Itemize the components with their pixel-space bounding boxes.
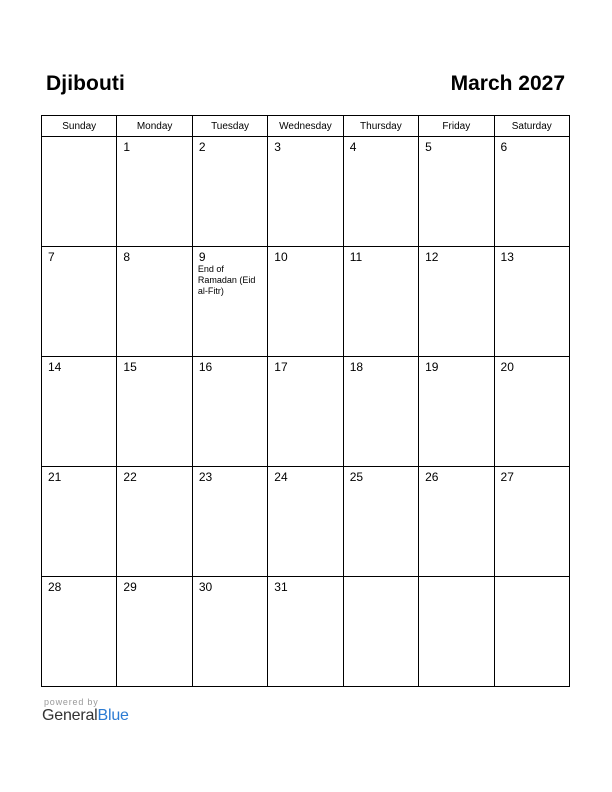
brand-name-general: General xyxy=(42,707,98,724)
week-row xyxy=(42,467,570,577)
month-year-title: March 2027 xyxy=(450,72,565,95)
day-cell xyxy=(117,137,192,247)
weekday-header: Saturday xyxy=(494,116,569,137)
day-cell xyxy=(42,577,117,687)
day-cell xyxy=(494,247,569,357)
day-number: 7 xyxy=(48,250,55,264)
day-cell xyxy=(42,247,117,357)
day-number: 15 xyxy=(123,360,137,374)
day-cell xyxy=(268,577,343,687)
day-number xyxy=(419,577,493,580)
weekday-header-row xyxy=(42,116,570,137)
day-number: 24 xyxy=(274,470,288,484)
day-number: 19 xyxy=(425,360,439,374)
week-row xyxy=(42,137,570,247)
day-number: 23 xyxy=(198,470,213,484)
holiday-event: End of Ramadan (Eid al-Fitr) xyxy=(197,264,256,296)
day-cell xyxy=(494,467,569,577)
weekday-header: Wednesday xyxy=(268,116,343,137)
day-number: 17 xyxy=(274,360,288,374)
weekday-header: Tuesday xyxy=(192,116,267,137)
day-cell xyxy=(419,467,494,577)
day-cell xyxy=(117,247,192,357)
day-cell xyxy=(343,137,418,247)
day-number: 29 xyxy=(123,580,137,594)
day-cell xyxy=(192,137,267,247)
day-number: 31 xyxy=(274,580,288,594)
day-number: 27 xyxy=(500,470,514,484)
day-number: 25 xyxy=(349,470,364,484)
week-row xyxy=(42,357,570,467)
day-cell xyxy=(343,247,418,357)
day-cell xyxy=(117,467,192,577)
day-number: 2 xyxy=(198,140,206,154)
day-number xyxy=(42,137,116,140)
week-row xyxy=(42,577,570,687)
day-cell xyxy=(268,357,343,467)
day-cell xyxy=(42,467,117,577)
day-cell xyxy=(343,467,418,577)
day-cell xyxy=(192,467,267,577)
day-cell xyxy=(268,137,343,247)
day-number: 3 xyxy=(274,140,281,154)
day-cell xyxy=(419,247,494,357)
day-cell xyxy=(42,357,117,467)
day-number xyxy=(344,577,418,580)
day-number xyxy=(495,577,569,580)
day-cell xyxy=(42,137,117,247)
day-number: 5 xyxy=(425,140,432,154)
day-number: 20 xyxy=(500,360,514,374)
day-number: 4 xyxy=(349,140,357,154)
day-cell xyxy=(419,137,494,247)
day-number: 18 xyxy=(349,360,364,374)
day-number: 28 xyxy=(48,580,62,594)
day-number: 8 xyxy=(123,250,131,264)
day-number: 16 xyxy=(198,360,213,374)
day-cell xyxy=(494,577,569,687)
day-number: 22 xyxy=(123,470,137,484)
day-cell xyxy=(494,357,569,467)
brand-logo xyxy=(42,707,129,725)
day-number: 26 xyxy=(425,470,439,484)
country-title: Djibouti xyxy=(46,72,125,95)
day-number: 10 xyxy=(274,250,288,264)
day-cell xyxy=(268,467,343,577)
day-cell xyxy=(192,357,267,467)
day-cell xyxy=(192,577,267,687)
day-number: 9 xyxy=(198,250,206,264)
brand-name-blue: Blue xyxy=(97,707,129,724)
powered-by-text: powered by xyxy=(44,697,99,707)
weekday-header: Friday xyxy=(419,116,494,137)
day-number: 6 xyxy=(500,140,508,154)
day-cell xyxy=(419,577,494,687)
day-number: 11 xyxy=(349,250,363,264)
day-cell xyxy=(117,357,192,467)
weekday-header: Sunday xyxy=(42,116,117,137)
day-cell xyxy=(268,247,343,357)
day-cell xyxy=(117,577,192,687)
day-number: 14 xyxy=(48,360,62,374)
day-cell xyxy=(343,577,418,687)
weekday-header: Thursday xyxy=(343,116,418,137)
week-row xyxy=(42,247,570,357)
day-cell xyxy=(192,247,267,357)
footer-branding xyxy=(42,697,129,725)
day-number: 12 xyxy=(425,250,439,264)
weekday-header: Monday xyxy=(117,116,192,137)
day-cell xyxy=(494,137,569,247)
day-number: 30 xyxy=(198,580,213,594)
day-number: 21 xyxy=(48,470,62,484)
calendar-grid xyxy=(41,115,570,687)
day-number: 13 xyxy=(500,250,514,264)
day-cell xyxy=(419,357,494,467)
day-cell xyxy=(343,357,418,467)
day-number: 1 xyxy=(123,140,131,154)
